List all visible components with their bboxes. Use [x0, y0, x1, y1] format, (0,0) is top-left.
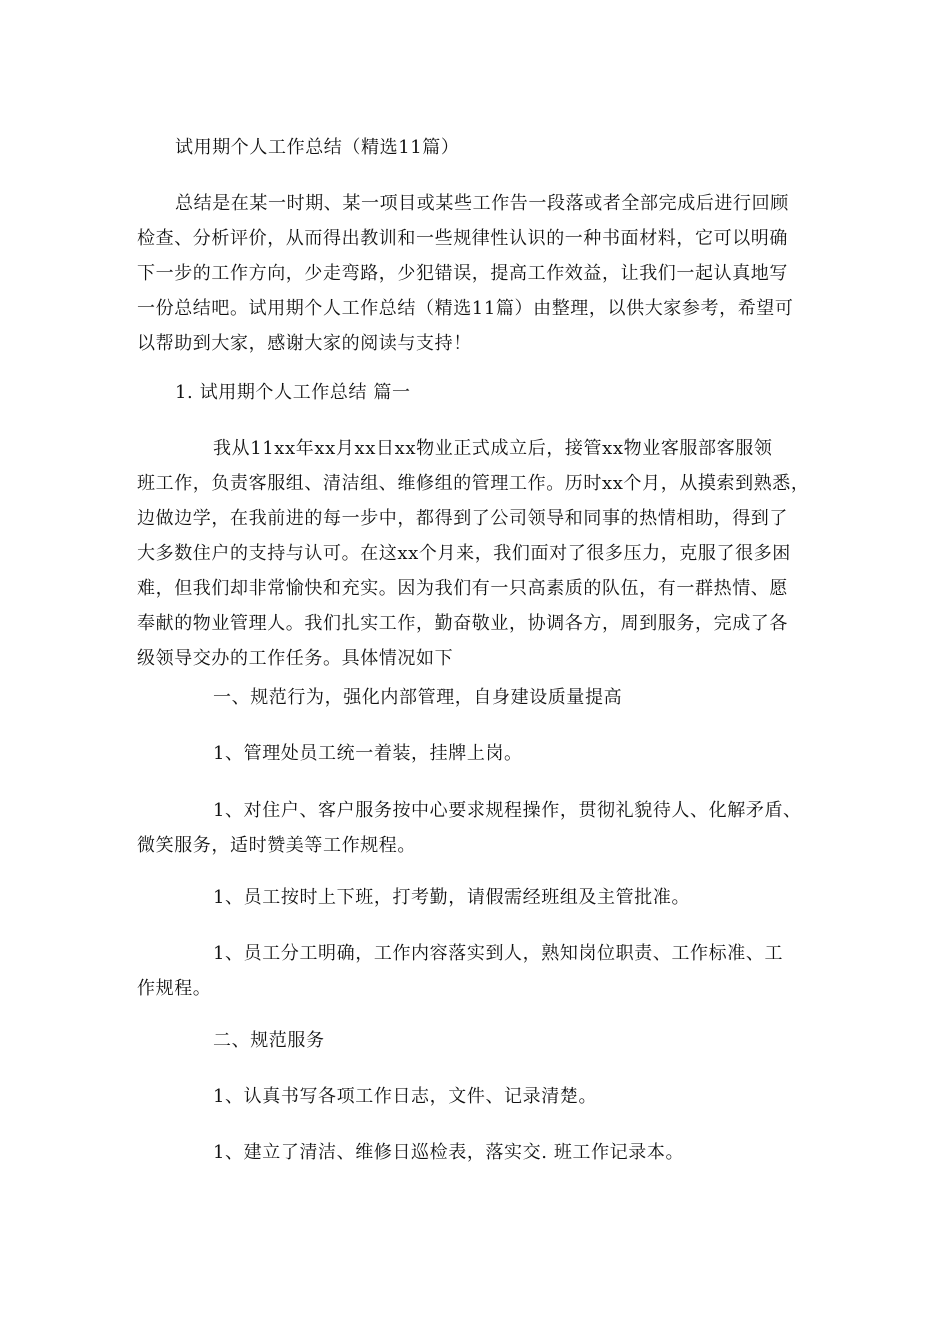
list-item-line: 1、员工分工明确，工作内容落实到人，熟知岗位职责、工作标准、工 — [213, 943, 784, 964]
intro-line: 检查、分析评价，从而得出教训和一些规律性认识的一种书面材料，它可以明确 — [137, 228, 788, 249]
part1-heading: 一、规范行为，强化内部管理，自身建设质量提高 — [213, 687, 623, 708]
document-title: 试用期个人工作总结（精选11篇） — [175, 137, 460, 158]
intro-line: 总结是在某一时期、某一项目或某些工作告一段落或者全部完成后进行回顾 — [175, 193, 789, 214]
list-item: 1、管理处员工统一着装，挂牌上岗。 — [213, 743, 523, 764]
body-line: 边做边学，在我前进的每一步中，都得到了公司领导和同事的热情相助，得到了 — [137, 508, 788, 529]
list-item: 1、认真书写各项工作日志，文件、记录清楚。 — [213, 1086, 598, 1107]
intro-line: 下一步的工作方向，少走弯路，少犯错误，提高工作效益，让我们一起认真地写 — [137, 263, 788, 284]
section-heading: 1. 试用期个人工作总结 篇一 — [175, 382, 411, 403]
list-item-line: 微笑服务，适时赞美等工作规程。 — [137, 835, 416, 856]
body-line: 我从11xx年xx月xx日xx物业正式成立后，接管xx物业客服部客服领 — [213, 438, 773, 459]
body-line: 班工作，负责客服组、清洁组、维修组的管理工作。历时xx个月，从摸索到熟悉， — [137, 473, 810, 494]
list-item: 1、员工按时上下班，打考勤，请假需经班组及主管批准。 — [213, 887, 691, 908]
list-item-line: 作规程。 — [137, 978, 212, 999]
list-item-line: 1、对住户、客户服务按中心要求规程操作，贯彻礼貌待人、化解矛盾、 — [213, 800, 802, 821]
part2-heading: 二、规范服务 — [213, 1030, 325, 1051]
body-line: 难，但我们却非常愉快和充实。因为我们有一只高素质的队伍，有一群热情、愿 — [137, 578, 788, 599]
body-line: 奉献的物业管理人。我们扎实工作，勤奋敬业，协调各方，周到服务，完成了各 — [137, 613, 788, 634]
intro-line: 一份总结吧。试用期个人工作总结（精选11篇）由整理，以供大家参考，希望可 — [137, 298, 794, 319]
intro-line: 以帮助到大家，感谢大家的阅读与支持！ — [137, 333, 472, 354]
body-line: 级领导交办的工作任务。具体情况如下 — [137, 648, 454, 669]
body-line: 大多数住户的支持与认可。在这xx个月来，我们面对了很多压力，克服了很多困 — [137, 543, 791, 564]
list-item: 1、建立了清洁、维修日巡检表，落实交. 班工作记录本。 — [213, 1142, 685, 1163]
